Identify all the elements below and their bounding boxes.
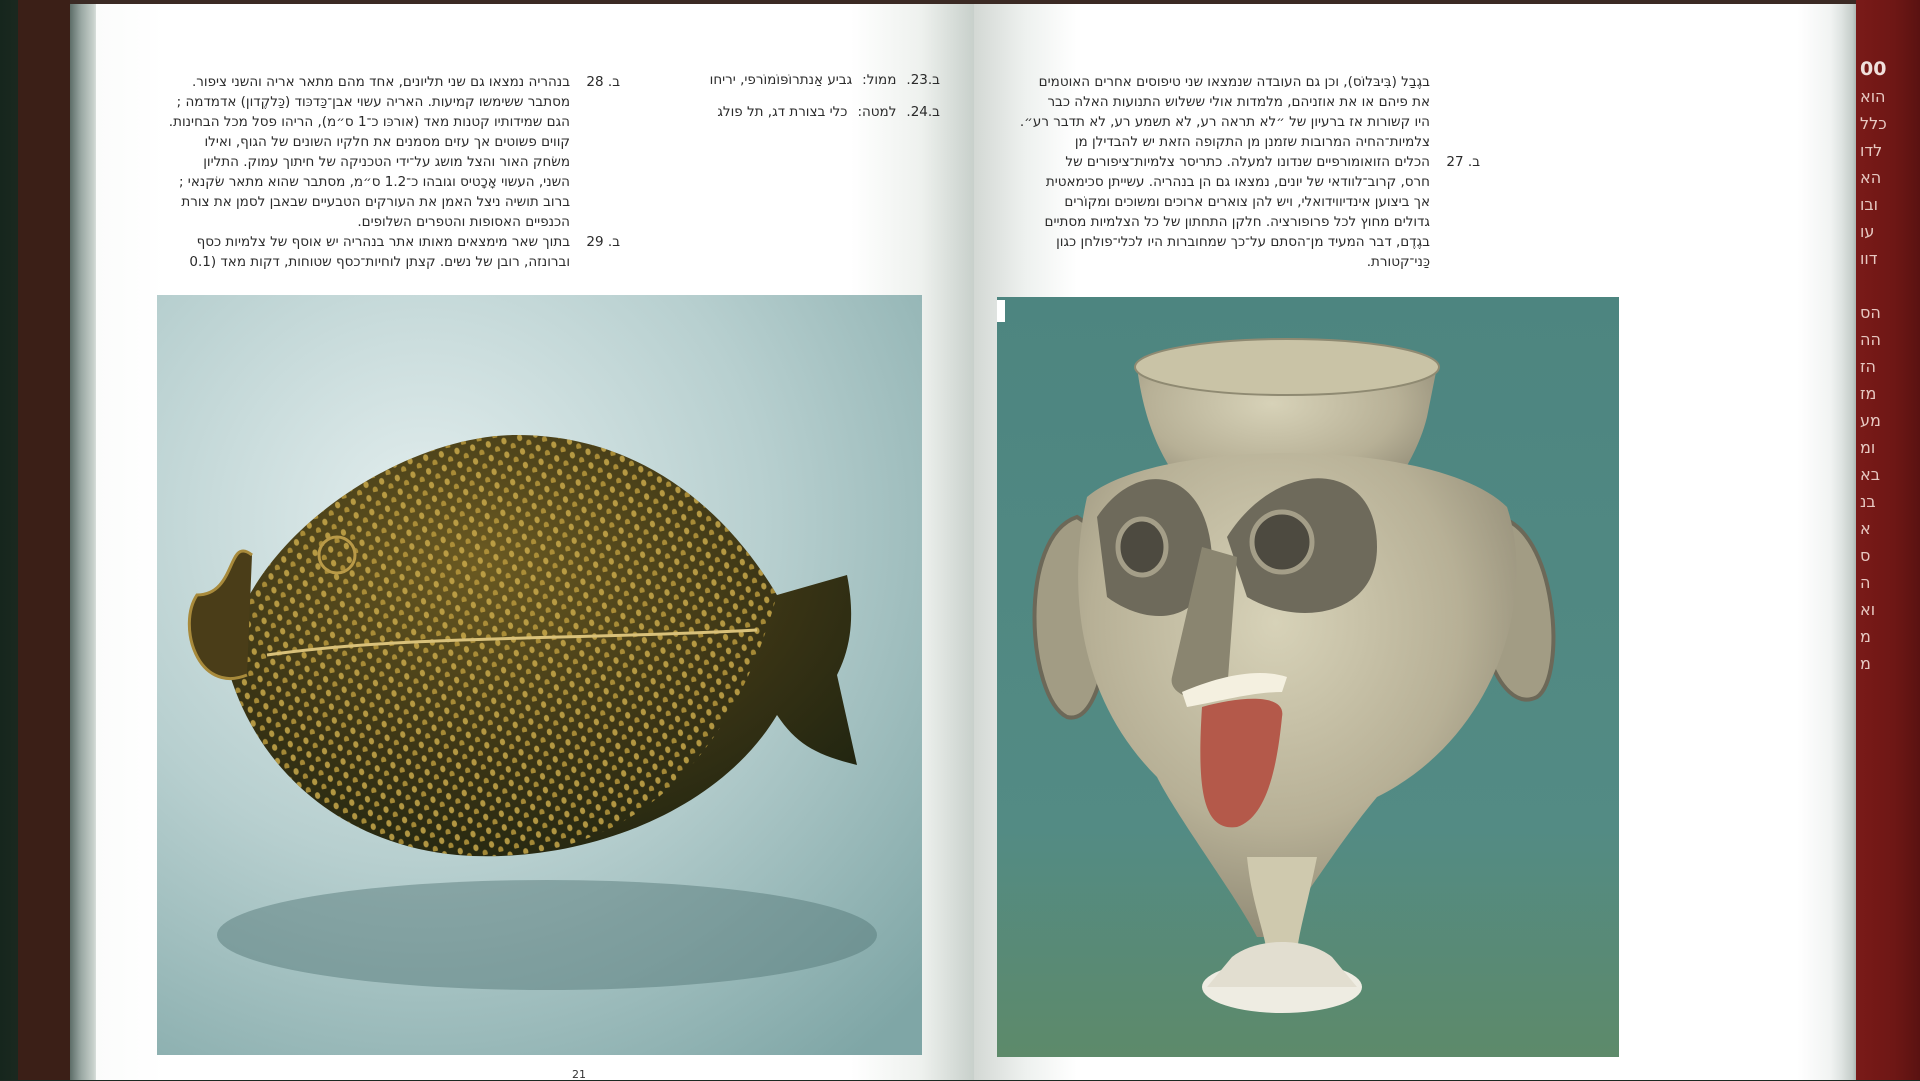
cover-fragment: הוא [1860,87,1886,106]
cover-fragment: ה [1860,573,1871,592]
cover-fragment: הא [1860,168,1882,187]
cover-text-block [1860,56,1920,677]
text-line: היו קשורות אז ברעיון של ״לא תראה רע, לא תשמע רע, לא תדבר רע״. [1019,114,1430,130]
right-text [1010,72,1480,272]
text-line: את פיהם או את אוזניהם, מלמדות אולי ששלוש התנועות האלה כבר [1047,94,1430,110]
cover-fragment: וא [1860,600,1876,619]
note-body [189,232,570,272]
caption-23 [700,70,940,90]
caption-label: למטה: [857,104,897,120]
cover-fragment: ובו [1860,195,1878,214]
cover-fragment: א [1860,519,1871,538]
cover-fragment: הה [1860,330,1881,349]
left-page-edges [70,4,98,1080]
text-line: צלמיות־החיה המרובות שזמנן מן התקופה הזאת יש להבדילן מן [1074,134,1430,150]
text-line: השני, העשוי אָכָטיס וגובהו כ־1.2 ס״מ, מסתבר שהוא מתאר שׂקנאי ; [178,174,570,190]
text-line: כַּני־קטורת. [1366,254,1430,270]
face-goblet-illustration [997,297,1619,1057]
caption-text: גביע אַנתרוֹפּוֹמוֹרפי, יריחו [709,72,853,88]
text-line: בגֶדֶם, דבר המעיד מן־הסתם על־כך שמחוברות היו לכלי־פולחן כגון [1056,234,1430,250]
cover-spacer [1860,272,1920,299]
cover-heading: 00 [1860,58,1887,80]
cover-fragment: מ [1860,627,1871,646]
text-line: בתוך שאר מימצאים מאותו אתר בנהריה יש אוסף של צלמיות כסף [196,234,570,250]
cover-fragment: מ [1860,654,1871,673]
caption-24 [700,102,940,122]
book-right-cover [1856,0,1920,1080]
left-captions [700,70,940,134]
text-line: מסתבר ששימשו קמיעות. האריה עשוי אבן־כַּדכּוד (כַּלקֶדון) אדמדמה ; [176,94,570,110]
face-goblet-photo [997,297,1619,1057]
cover-fragment: לדו [1860,141,1883,160]
fish-vessel-photo [157,295,922,1055]
cover-fragment: עו [1860,222,1875,241]
intro-paragraph [1010,72,1480,152]
text-line: הגם שמידותיו קטנות מאד (אורכּו כ־1 ס״מ), הריהו פסל מכל הבחינות. [168,114,570,130]
cover-fragment: ס [1860,546,1871,565]
book-left-board [18,0,70,1080]
text-line: בגֶבַל (בִּיבּלוֹס), וכן גם העובדה שנמצאו שני טיפוסים אחרים האוטמים [1038,74,1430,90]
text-line: ברוב תושיה ניצל האמן את העורקים הטבעיים שבאבן לסמן את צורת [181,194,570,210]
cover-fragment: הס [1860,303,1881,322]
note-number: ב. 27 [1446,154,1480,170]
left-notes [160,72,620,272]
text-line: וברונזה, רובן של נשים. קצתן לוחיות־כסף שטוחות, דקות מאד (0.1 [189,254,570,270]
text-line: בנהריה נמצאו גם שני תליונים, אחד מהם מתאר אריה והשני ציפור. [192,74,570,90]
text-line: אך ביצוען אינדיווידואלי, ויש להן צוארים ארוכים ומשוכים ומקוֹרים [1064,194,1430,210]
cover-fragment: בנ [1860,492,1876,511]
text-line: גדולים מחוץ לכל פרופורציה. חלקן התחתון של כל הצלמיות מסתיים [1044,214,1430,230]
cover-fragment: מז [1860,384,1877,403]
caption-text: כלי בצורת דג, תל פולג [717,104,848,120]
cover-fragment: הז [1860,357,1876,376]
caption-number: ב.23. [906,72,940,88]
fish-vessel-illustration [157,295,922,1055]
right-page-edges [1830,4,1858,1080]
text-line: משׂחק האור והצל מושג על־ידי הטכניקה של חיתוך עמוק. התליון [203,154,570,170]
cover-fragment: מע [1860,411,1881,430]
note-body [1045,152,1431,272]
caption-label: ממול: [862,72,897,88]
caption-number: ב.24. [906,104,940,120]
page-number-left: 21 [572,1068,586,1081]
note-body [169,72,570,232]
text-line: הכנפיים האסופות והטפרים השלופים. [357,214,570,230]
text-line: קווים פשוטים אך עזים מסמנים את חלקיו השונים של הגוף, ואילו [204,134,570,150]
note-29 [160,232,620,272]
cover-fragment: בא [1860,465,1880,484]
note-number: ב. 29 [586,234,620,250]
note-27 [1010,152,1480,272]
text-line: הכלים הזואומורפיים שנדונו למעלה. כתריסר צלמיות־ציפורים של [1065,154,1430,170]
text-line: חרס, קרוב־לוודאי של יונים, נמצאו גם הן בנהריה. עשייתן סכימאטית [1045,174,1430,190]
cover-fragment: ומ [1860,438,1876,457]
cover-fragment: כלל [1860,114,1887,133]
note-number: ב. 28 [586,74,620,90]
note-28 [160,72,620,232]
cover-fragment: דוו [1860,249,1878,268]
